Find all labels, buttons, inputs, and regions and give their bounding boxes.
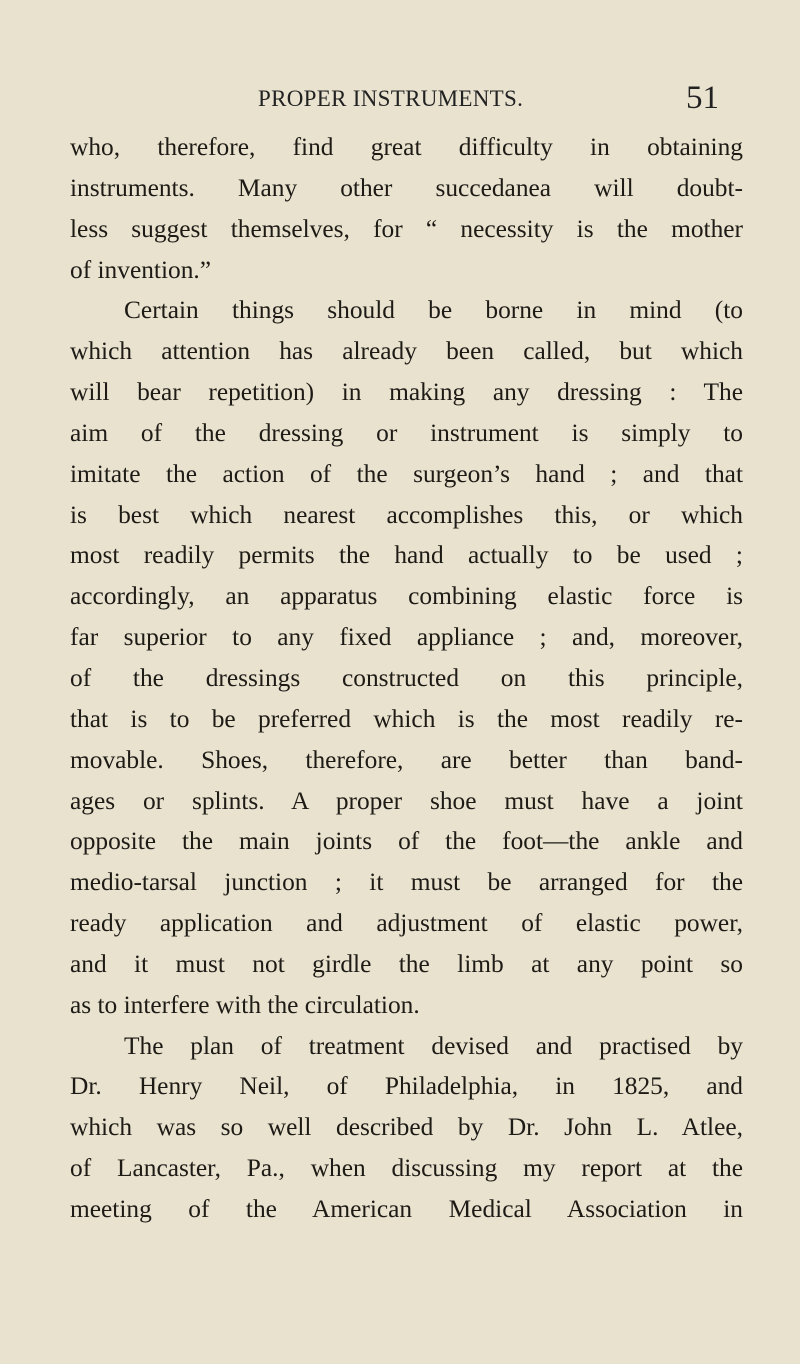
paragraph-end-line: as to interfere with the circulation. [70,990,420,1019]
text-line: meeting of the American Medical Association in [70,1194,743,1223]
text-line: who, therefore, find great difficulty in obtaining [70,133,743,161]
paragraph-start-line: The plan of treatment devised and practised by [124,1031,743,1060]
text-line: aim of the dressing or instrument is simply to [70,418,743,447]
text-line: opposite the main joints of the foot—the ankle and [70,827,743,856]
page-number: 51 [686,80,719,116]
body-text [70,127,743,1230]
text-line: will bear repetition) in making any dressing : The [70,378,743,407]
paragraph-end-line: of invention.” [70,255,212,284]
text-line: accordingly, an apparatus combining elastic force is [70,582,743,611]
text-line: less suggest themselves, for “ necessity is the mother [70,214,743,243]
text-line: movable. Shoes, therefore, are better than band- [70,745,743,774]
text-line: ready application and adjustment of elastic power, [70,909,743,938]
paragraph-start-line: Certain things should be borne in mind (to [124,296,743,325]
text-line: of the dressings constructed on this principle, [70,663,743,692]
text-line: Dr. Henry Neil, of Philadelphia, in 1825, and [70,1072,743,1101]
text-line: of Lancaster, Pa., when discussing my report at the [70,1154,743,1183]
text-line: imitate the action of the surgeon’s hand ; and that [70,459,743,488]
text-line: which attention has already been called, but which [70,337,743,366]
text-line: which was so well described by Dr. John L. Atlee, [70,1113,743,1142]
text-line: instruments. Many other succedanea will doubt- [70,173,743,202]
text-line: ages or splints. A proper shoe must have a joint [70,786,743,815]
text-line: far superior to any fixed appliance ; and, moreover, [70,623,743,652]
text-line: is best which nearest accomplishes this, or which [70,500,743,529]
running-head: PROPER INSTRUMENTS. [258,86,524,111]
text-line: most readily permits the hand actually to be used ; [70,541,743,570]
text-line: and it must not girdle the limb at any point so [70,949,743,978]
text-line: that is to be preferred which is the most readily re- [70,704,743,733]
text-line: medio-tarsal junction ; it must be arranged for the [70,868,743,897]
